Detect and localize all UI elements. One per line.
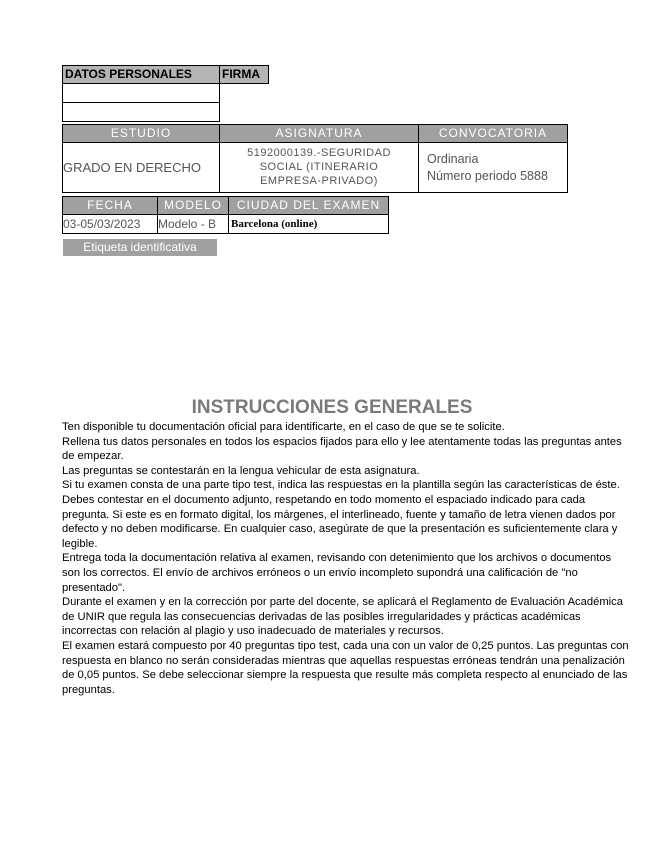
datos-personales-header: DATOS PERSONALES: [62, 65, 220, 84]
estudio-header: ESTUDIO: [62, 124, 220, 143]
convocatoria-header: CONVOCATORIA: [418, 124, 568, 143]
ciudad-header: CIUDAD DEL EXAMEN: [228, 196, 389, 215]
ciudad-value: Barcelona (online): [228, 214, 389, 234]
modelo-header: MODELO: [157, 196, 229, 215]
instruction-paragraph: Debes contestar en el documento adjunto, respetando en todo momento el espaciado indicado para cada pregunta. Si este es en formato digital, los márgenes, el interlineado, fuente y tamaño de letra vienen dados por defecto y no deben modificarse. En cualquier caso, asegúrate de que la presentación es suficientemente clara y legible.: [62, 493, 618, 550]
estudio-value: GRADO EN DERECHO: [62, 142, 220, 193]
convocatoria-value: [418, 142, 568, 193]
instructions-body: [62, 420, 630, 697]
etiqueta-identificativa: Etiqueta identificativa: [62, 238, 218, 257]
instruction-paragraph: Ten disponible tu documentación oficial para identificarte, en el caso de que se te solicite.: [62, 421, 505, 433]
fecha-value: 03-05/03/2023: [62, 214, 158, 234]
instrucciones-title: INSTRUCCIONES GENERALES: [191, 397, 473, 418]
instruction-paragraph: Rellena tus datos personales en todos los espacios fijados para ello y lee atentamente todas las preguntas antes de empezar.: [62, 435, 622, 463]
instruction-paragraph: Durante el examen y en la corrección por parte del docente, se aplicará el Reglamento de Evaluación Académica de UNIR que regula las consecuencias derivadas de las posibles irregularidades y prácticas académicas incorrectas con relación al plagio y uso inadecuado de materiales y recursos.: [62, 596, 623, 638]
convocatoria-periodo: Número periodo 5888: [427, 169, 548, 183]
convocatoria-tipo: Ordinaria: [427, 152, 479, 166]
personal-field-2[interactable]: [62, 102, 220, 122]
fecha-header: FECHA: [62, 196, 158, 215]
asignatura-header: ASIGNATURA: [219, 124, 419, 143]
asignatura-value: 5192000139.-SEGURIDAD SOCIAL (ITINERARIO EMPRESA-PRIVADO): [219, 142, 419, 193]
instruction-paragraph: El examen estará compuesto por 40 preguntas tipo test, cada una con un valor de 0,25 puntos. Las preguntas con respuesta en blanco no serán consideradas mientras que aquellas respuestas erróneas tendrán una penalización de 0,05 puntos. Se debe seleccionar siempre la respuesta que resulte más completa respecto al enunciado de las preguntas.: [62, 639, 629, 696]
instruction-paragraph: Si tu examen consta de una parte tipo test, indica las respuestas en la plantilla según las características de éste.: [62, 479, 620, 492]
instruction-paragraph: Entrega toda la documentación relativa al examen, revisando con detenimiento que los archivos o documentos son los correctos. El envío de archivos erróneos o un envío incompleto supondrá una calificación de "no presentado".: [62, 552, 612, 594]
modelo-value: Modelo - B: [157, 214, 229, 234]
personal-field-1[interactable]: [62, 83, 220, 103]
firma-header: FIRMA: [219, 65, 269, 84]
instruction-paragraph: Las preguntas se contestarán en la lengua vehicular de esta asignatura.: [62, 464, 420, 477]
